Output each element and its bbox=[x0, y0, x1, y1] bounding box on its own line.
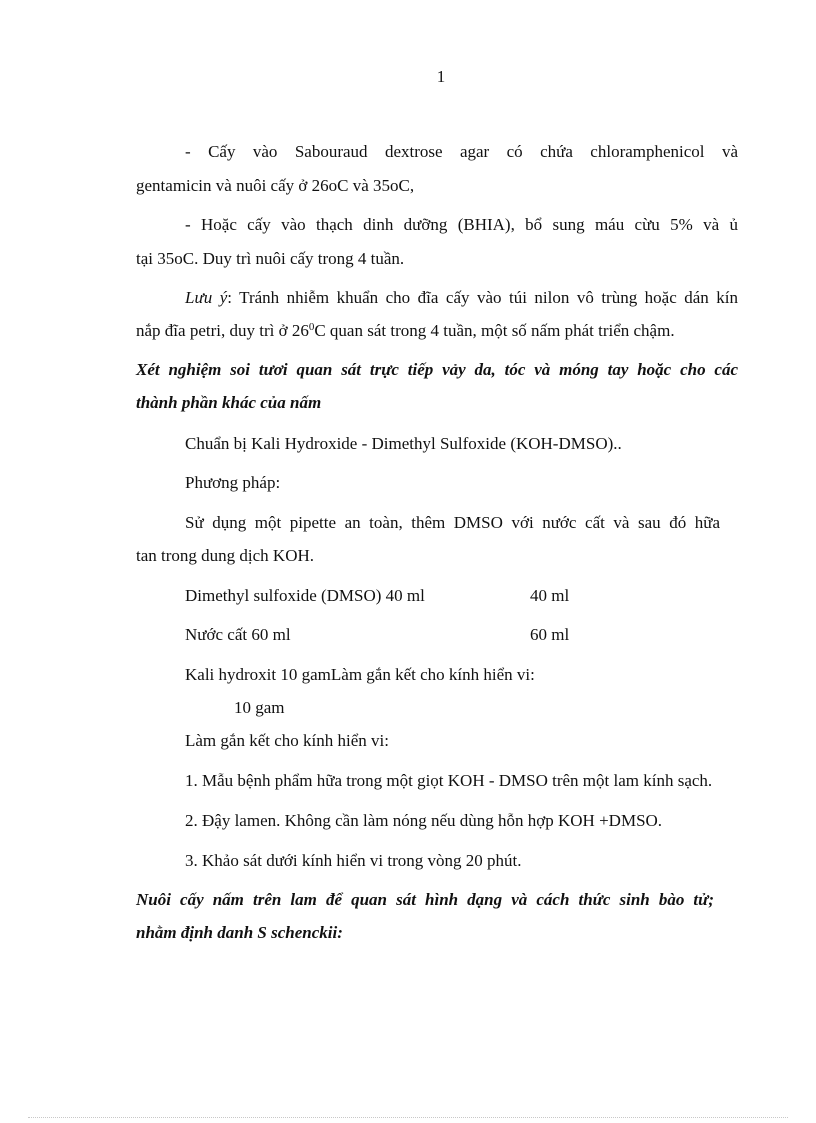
method-line1: Sử dụng một pipette an toàn, thêm DMSO với nước cất và sau đó hữa bbox=[185, 513, 720, 532]
bullet1-line1: - Cấy vào Sabouraud dextrose agar có chứa chloramphenicol và bbox=[185, 142, 738, 161]
step-item: 3. Khảo sát dưới kính hiển vi trong vòng 20 phút. bbox=[185, 851, 522, 870]
bullet1-line2: gentamicin và nuôi cấy ở 26oC và 35oC, bbox=[136, 176, 415, 195]
reagent-name: Dimethyl sulfoxide (DMSO) 40 ml bbox=[185, 586, 425, 605]
prep-text: Chuẩn bị Kali Hydroxide - Dimethyl Sulfoxide (KOH-DMSO).. bbox=[185, 434, 622, 453]
page-number: 1 bbox=[436, 67, 446, 86]
bullet2-line2: tại 35oC. Duy trì nuôi cấy trong 4 tuần. bbox=[136, 249, 405, 268]
heading2-line2: nhằm định danh S schenckii: bbox=[136, 923, 343, 942]
koh-line: Kali hydroxit 10 gamLàm gắn kết cho kính hiển vi: bbox=[185, 665, 535, 684]
note-line1-text: : Tránh nhiễm khuẩn cho đĩa cấy vào túi nilon vô trùng hoặc dán kín bbox=[227, 288, 738, 307]
footer-divider bbox=[28, 1117, 788, 1118]
bullet2-line1: - Hoặc cấy vào thạch dinh dưỡng (BHIA), bổ sung máu cừu 5% và ủ bbox=[185, 215, 738, 234]
note-line1 bbox=[185, 287, 738, 309]
method-line2: tan trong dung dịch KOH. bbox=[136, 546, 315, 565]
note-superscript: 0 bbox=[308, 321, 315, 333]
heading1-line2: thành phần khác của nấm bbox=[136, 393, 322, 412]
note-label: Lưu ý bbox=[185, 288, 228, 307]
note-line2 bbox=[136, 320, 675, 342]
koh-amount: 10 gam bbox=[234, 698, 285, 717]
reagent-amount: 40 ml bbox=[530, 586, 570, 605]
note-line2-pre: nắp đĩa petri, duy trì ở 26 bbox=[136, 321, 309, 340]
reagent-amount: 60 ml bbox=[530, 625, 570, 644]
step-item: 1. Mẫu bệnh phẩm hữa trong một giọt KOH - DMSO trên một lam kính sạch. bbox=[185, 771, 713, 790]
heading2-line1: Nuôi cấy nấm trên lam để quan sát hình dạng và cách thức sinh bào tử; bbox=[136, 890, 714, 909]
step-item: 2. Đậy lamen. Không cần làm nóng nếu dùng hỗn hợp KOH +DMSO. bbox=[185, 811, 663, 830]
heading1-line1: Xét nghiệm soi tươi quan sát trực tiếp vảy da, tóc và móng tay hoặc cho các bbox=[136, 360, 738, 379]
method-label: Phương pháp: bbox=[185, 473, 281, 492]
mount-label: Làm gắn kết cho kính hiển vi: bbox=[185, 731, 389, 750]
reagent-name: Nước cất 60 ml bbox=[185, 625, 291, 644]
note-line2-post: C quan sát trong 4 tuần, một số nấm phát triển chậm. bbox=[314, 321, 675, 340]
